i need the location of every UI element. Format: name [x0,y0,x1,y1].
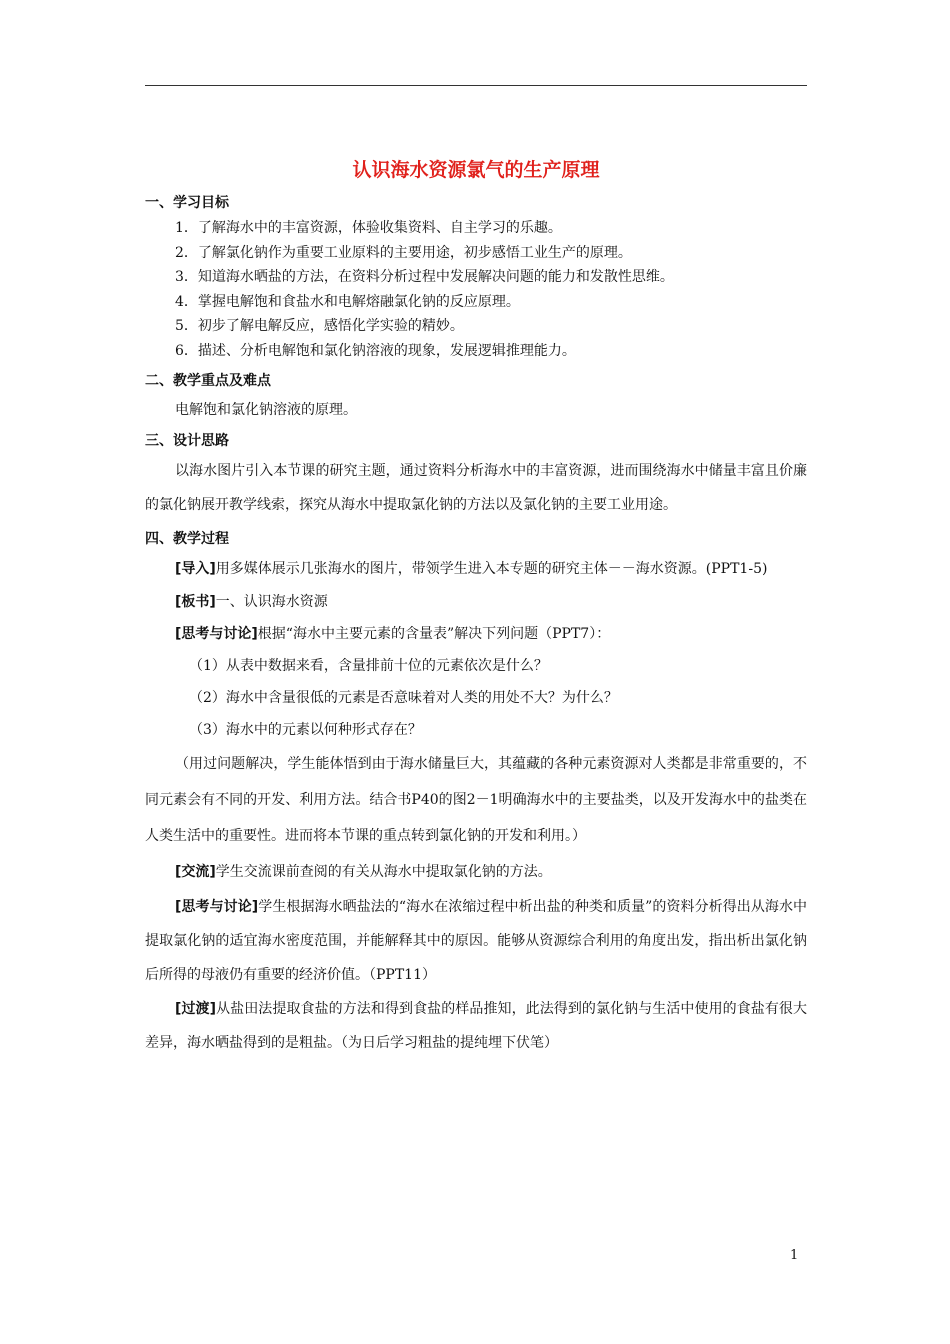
question-item: （2）海水中含量很低的元素是否意味着对人类的用处不大？为什么？ [189,689,618,706]
tag-intro: [导入] [175,560,216,577]
process-transition [145,992,807,1060]
goals-list [145,216,807,364]
tag-discuss-2: [思考与讨论] [175,898,259,915]
discuss-text: 根据“海水中主要元素的含量表”解决下列问题（PPT7）： [257,625,611,642]
design-text: 以海水图片引入本节课的研究主题，通过资料分析海水中的丰富资源，进而围绕海水中储量丰富且价廉的氯化钠展开教学线索，探究从海水中提取氯化钠的方法以及氯化钠的主要工业用途。 [145,462,807,513]
transition-text: 从盐田法提取食盐的方法和得到食盐的样品推知，此法得到的氯化钠与生活中使用的食盐有很大差异，海水晒盐得到的是粗盐。（为日后学习粗盐的提纯埋下伏笔） [145,1000,808,1051]
document-body [145,150,807,1060]
process-discuss-2 [145,890,807,992]
list-item: 3．知道海水晒盐的方法，在资料分析过程中发展解决问题的能力和发散性思维。 [175,269,674,286]
list-item: 1．了解海水中的丰富资源，体验收集资料、自主学习的乐趣。 [175,220,562,236]
process-discuss-1 [145,618,807,650]
process-board [145,586,807,618]
document-title: 认识海水资源氯气的生产原理 [352,159,600,181]
question-item: （3）海水中的元素以何种形式存在？ [189,721,422,738]
intro-text: 用多媒体展示几张海水的图片，带领学生进入本专题的研究主体－－海水资源。(PPT1-5) [215,560,768,577]
list-item: 6．描述、分析电解饱和氯化钠溶液的现象，发展逻辑推理能力。 [175,342,576,359]
discuss-2-text: 学生根据海水晒盐法的“海水在浓缩过程中析出盐的种类和质量”的资料分析得出从海水中提取氯化钠的适宜海水密度范围，并能解释其中的原因。能够从资源综合利用的角度出发，指出析出氯化钠后所得的母液仍有重要的经济价值。（PPT11） [145,898,808,983]
section-heading-process: 四、教学过程 [145,530,229,547]
list-item: 2．了解氯化钠作为重要工业原料的主要用途，初步感悟工业生产的原理。 [175,244,632,261]
list-item: 5．初步了解电解反应，感悟化学实验的精妙。 [175,318,464,335]
exchange-text: 学生交流课前查阅的有关从海水中提取氯化钠的方法。 [215,863,552,880]
list-item: 4．掌握电解饱和食盐水和电解熔融氯化钠的反应原理。 [175,293,520,310]
process-intro [145,552,807,586]
question-item: （1）从表中数据来看，含量排前十位的元素依次是什么？ [189,657,548,674]
header-rule [145,85,807,86]
keypoints-text: 电解饱和氯化钠溶液的原理。 [175,401,357,418]
tag-exchange: [交流] [175,863,216,880]
section-heading-keypoints: 二、教学重点及难点 [145,372,271,389]
tag-board: [板书] [175,593,216,610]
process-exchange [145,854,807,890]
board-text: 一、认识海水资源 [215,593,328,610]
tag-discuss: [思考与讨论] [175,625,258,642]
section-heading-goals: 一、学习目标 [145,195,229,211]
tag-transition: [过渡] [175,1000,217,1017]
process-explanation: （用过问题解决，学生能体悟到由于海水储量巨大，其蕴藏的各种元素资源对人类都是非常重要的，不同元素会有不同的开发、利用方法。结合书P40的图2－1明确海水中的主要盐类，以及开发海水中的盐类在人类生活中的重要性。进而将本节课的重点转到氯化钠的开发和利用。） [145,755,807,844]
section-heading-design: 三、设计思路 [145,432,229,449]
page-number: 1 [790,1248,799,1263]
